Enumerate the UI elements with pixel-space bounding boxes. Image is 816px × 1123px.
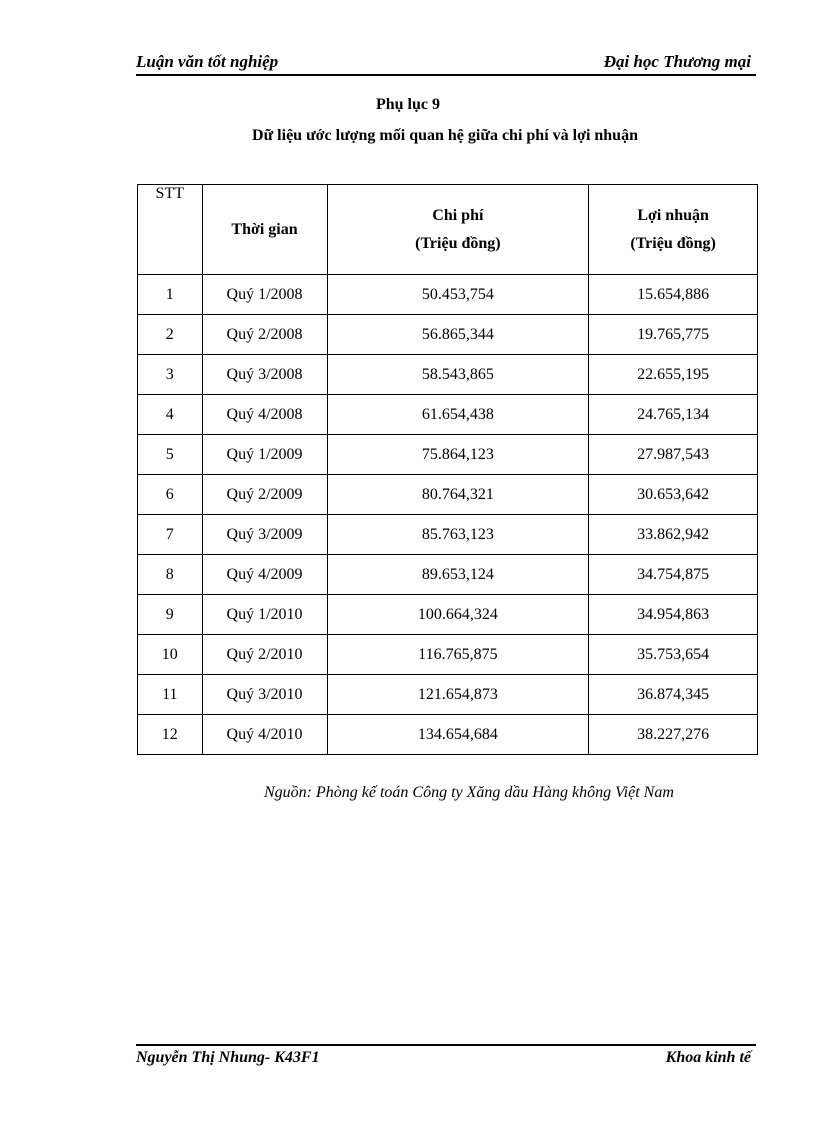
- cost-profit-table: [137, 184, 758, 755]
- cell-cost: 85.763,123: [327, 515, 589, 555]
- cell-stt: 8: [138, 555, 203, 595]
- cell-stt: 1: [138, 275, 203, 315]
- cell-time: Quý 3/2010: [202, 675, 327, 715]
- cell-time: Quý 4/2010: [202, 715, 327, 755]
- header-cost-unit: (Triệu đồng): [415, 234, 501, 252]
- table-row: [138, 675, 758, 715]
- cell-stt: 6: [138, 475, 203, 515]
- cell-profit: 22.655,195: [589, 355, 758, 395]
- page-header: [136, 52, 756, 76]
- cell-profit: 15.654,886: [589, 275, 758, 315]
- cell-stt: 11: [138, 675, 203, 715]
- table-row: [138, 555, 758, 595]
- header-thesis-label: Luận văn tốt nghiệp: [136, 52, 279, 71]
- appendix-title: Phụ lục 9: [375, 96, 440, 113]
- cell-time: Quý 4/2009: [202, 555, 327, 595]
- cell-time: Quý 1/2008: [202, 275, 327, 315]
- cell-profit: 24.765,134: [589, 395, 758, 435]
- cell-time: Quý 2/2010: [202, 635, 327, 675]
- cell-profit: 34.954,863: [589, 595, 758, 635]
- header-profit: [589, 185, 758, 275]
- cell-time: Quý 2/2009: [202, 475, 327, 515]
- table-header-row: [138, 185, 758, 275]
- cell-cost: 56.865,344: [327, 315, 589, 355]
- cell-profit: 38.227,276: [589, 715, 758, 755]
- cell-cost: 121.654,873: [327, 675, 589, 715]
- table-row: [138, 315, 758, 355]
- table-row: [138, 355, 758, 395]
- cell-stt: 5: [138, 435, 203, 475]
- cell-profit: 35.753,654: [589, 635, 758, 675]
- cell-cost: 134.654,684: [327, 715, 589, 755]
- cell-cost: 116.765,875: [327, 635, 589, 675]
- page-footer: [136, 1044, 756, 1072]
- cell-time: Quý 1/2009: [202, 435, 327, 475]
- footer-faculty: Khoa kinh tế: [665, 1049, 751, 1066]
- table-caption: Dữ liệu ước lượng mối quan hệ giữa chi phí và lợi nhuận: [252, 127, 638, 144]
- cell-stt: 9: [138, 595, 203, 635]
- cell-time: Quý 3/2009: [202, 515, 327, 555]
- table-row: [138, 515, 758, 555]
- cell-cost: 80.764,321: [327, 475, 589, 515]
- table-row: [138, 635, 758, 675]
- cell-stt: 7: [138, 515, 203, 555]
- header-time-label: Thời gian: [231, 220, 298, 238]
- cell-stt: 12: [138, 715, 203, 755]
- cell-stt: 4: [138, 395, 203, 435]
- header-stt: STT: [138, 185, 203, 275]
- table-body: [138, 275, 758, 755]
- cell-profit: 30.653,642: [589, 475, 758, 515]
- header-university-label: Đại học Thương mại: [603, 52, 751, 71]
- table-row: [138, 275, 758, 315]
- cell-cost: 58.543,865: [327, 355, 589, 395]
- header-time: [202, 185, 327, 275]
- cell-profit: 27.987,543: [589, 435, 758, 475]
- cell-time: Quý 3/2008: [202, 355, 327, 395]
- cell-cost: 100.664,324: [327, 595, 589, 635]
- cell-cost: 61.654,438: [327, 395, 589, 435]
- footer-author: Nguyễn Thị Nhung- K43F1: [136, 1049, 320, 1066]
- cell-profit: 34.754,875: [589, 555, 758, 595]
- cell-cost: 50.453,754: [327, 275, 589, 315]
- cell-stt: 2: [138, 315, 203, 355]
- header-cost: [327, 185, 589, 275]
- cell-profit: 33.862,942: [589, 515, 758, 555]
- cell-cost: 89.653,124: [327, 555, 589, 595]
- source-note: Nguồn: Phòng kế toán Công ty Xăng dầu Hàng không Việt Nam: [264, 784, 674, 801]
- table-row: [138, 595, 758, 635]
- cell-cost: 75.864,123: [327, 435, 589, 475]
- cell-stt: 10: [138, 635, 203, 675]
- cell-profit: 36.874,345: [589, 675, 758, 715]
- table-row: [138, 435, 758, 475]
- table-row: [138, 475, 758, 515]
- cell-time: Quý 1/2010: [202, 595, 327, 635]
- cell-time: Quý 4/2008: [202, 395, 327, 435]
- table-row: [138, 395, 758, 435]
- header-profit-label: Lợi nhuận: [637, 206, 709, 224]
- cell-stt: 3: [138, 355, 203, 395]
- cell-time: Quý 2/2008: [202, 315, 327, 355]
- header-cost-label: Chi phí: [432, 206, 484, 224]
- table-row: [138, 715, 758, 755]
- header-profit-unit: (Triệu đồng): [630, 234, 716, 252]
- cell-profit: 19.765,775: [589, 315, 758, 355]
